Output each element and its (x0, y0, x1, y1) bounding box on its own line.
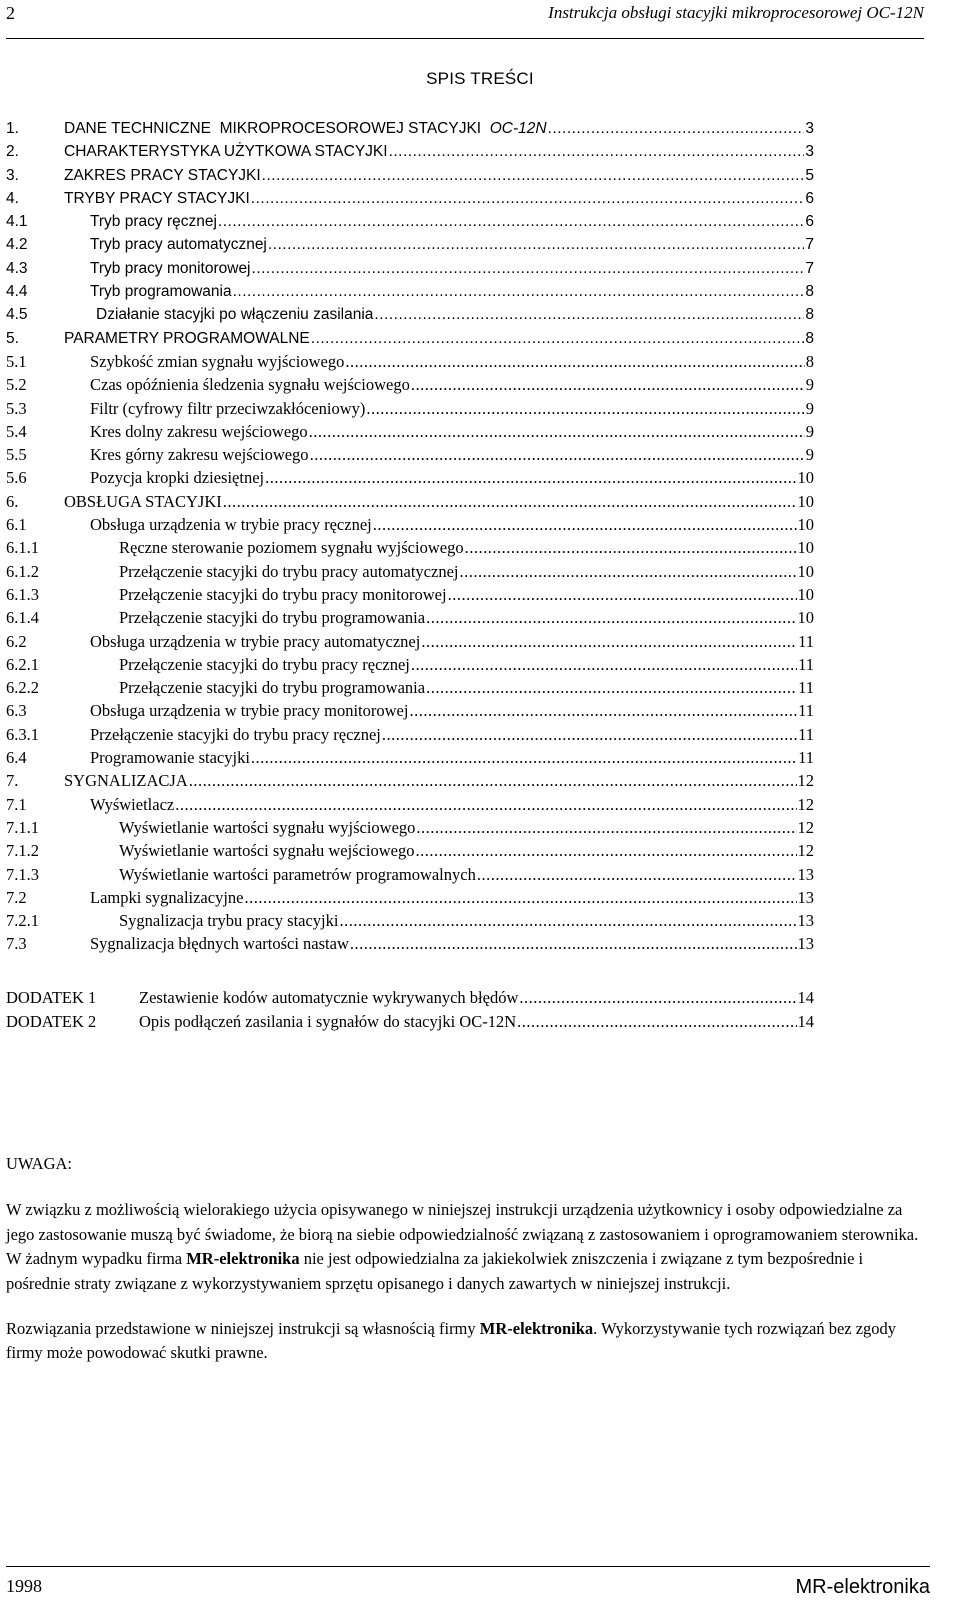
toc-entry-title: Przełączenie stacyjki do trybu pracy ręcznej (119, 654, 410, 674)
toc-entry[interactable] (6, 187, 814, 210)
toc-entry-page: 10 (797, 515, 814, 535)
toc-leader-dots (366, 397, 804, 420)
toc-leader-dots (350, 932, 797, 955)
toc-leader-dots (251, 746, 797, 769)
toc-entry-number: 6.1.4 (6, 608, 39, 628)
toc-entry-title: Wyświetlanie wartości sygnału wejściowego (119, 841, 415, 861)
notice-p2-text-b: . Wykorzystywanie tych rozwiązań bez zgody firmy może powodować skutki prawne. (6, 1319, 897, 1363)
toc-entry-page: 7 (805, 259, 814, 277)
toc-entry-title: Sygnalizacja błędnych wartości nastaw (90, 934, 349, 954)
notice-paragraph-2 (6, 1317, 926, 1366)
toc-entry-number: 5.3 (6, 398, 27, 418)
toc-entry-number: 6. (6, 491, 19, 511)
toc-entry[interactable] (6, 746, 814, 769)
running-title: Instrukcja obsługi stacyjki mikroprocesorowej OC-12N (548, 3, 924, 22)
toc-entry[interactable] (6, 466, 814, 489)
toc-entry-page: 7 (805, 236, 814, 254)
toc-entry-title: Tryb pracy automatycznej (90, 236, 267, 254)
appendix-page: 14 (797, 1012, 814, 1032)
toc-entry-page: 8 (805, 351, 814, 371)
toc-entry-page: 10 (797, 584, 814, 604)
toc-entry[interactable] (6, 769, 814, 792)
toc-entry-page: 6 (805, 189, 814, 207)
toc-leader-dots (245, 886, 797, 909)
toc-entry-title: Wyświetlacz (90, 794, 175, 814)
toc-entry-number: 6.2 (6, 631, 27, 651)
toc-leader-dots (421, 630, 797, 653)
toc-entry-page: 9 (805, 375, 814, 395)
toc-entry-title: Czas opóźnienia śledzenia sygnału wejściowego (90, 375, 410, 395)
toc-entry-page: 10 (797, 608, 814, 628)
toc-entry-page: 13 (797, 911, 814, 931)
toc-leader-dots (465, 536, 797, 559)
toc-entry-title-italic: OC-12N (489, 120, 547, 137)
toc-entry[interactable] (6, 117, 814, 140)
toc-entry-number: 3. (6, 166, 19, 184)
toc-entry-title: Obsługa urządzenia w trybie pracy monitorowej (90, 701, 409, 721)
toc-entry-page: 9 (805, 398, 814, 418)
toc-entry-number: 5. (6, 329, 19, 347)
toc-entry-number: 7. (6, 771, 19, 791)
toc-leader-dots (311, 327, 805, 350)
toc-entry-number: 4.4 (6, 283, 28, 301)
toc-entry-title: Przełączenie stacyjki do trybu pracy monitorowej (119, 584, 447, 604)
toc-entry-page: 8 (805, 283, 814, 301)
toc-entry[interactable] (6, 699, 814, 722)
toc-entry-page: 12 (797, 771, 814, 791)
toc-entry[interactable] (6, 397, 814, 420)
toc-entry-title: Ręczne sterowanie poziomem sygnału wyjściowego (119, 538, 464, 558)
toc-leader-dots (426, 606, 796, 629)
toc-entry-number: 5.5 (6, 445, 27, 465)
toc-leader-dots (265, 466, 796, 489)
toc-entry[interactable] (6, 676, 814, 699)
toc-leader-dots (262, 164, 805, 187)
toc-entry-title: Kres górny zakresu wejściowego (90, 445, 309, 465)
toc-entry-title: Filtr (cyfrowy filtr przeciwzakłóceniowy) (90, 398, 366, 418)
toc-entry-page: 8 (805, 306, 814, 324)
toc-entry-page: 11 (798, 724, 814, 744)
toc-entry[interactable] (6, 583, 814, 606)
toc-entry-page: 8 (805, 329, 814, 347)
toc-entry-title: Tryb programowania (90, 283, 232, 301)
toc-entry-title: Przełączenie stacyjki do trybu pracy ręcznej (90, 724, 381, 744)
toc-entry[interactable] (6, 303, 814, 326)
appendix-entry[interactable] (6, 1010, 814, 1034)
toc-entry-number: 5.1 (6, 351, 27, 371)
toc-entry-page: 12 (797, 794, 814, 814)
toc-leader-dots (517, 1010, 796, 1034)
toc-entry-number: 6.1.1 (6, 538, 39, 558)
toc-entry-number: 7.1.3 (6, 864, 39, 884)
toc-entry-number: 6.4 (6, 748, 27, 768)
toc-entry[interactable] (6, 210, 814, 233)
toc-entry[interactable] (6, 443, 814, 466)
toc-entry-title: Obsługa urządzenia w trybie pracy ręcznej (90, 515, 372, 535)
toc-entry-page: 13 (797, 934, 814, 954)
toc-entry[interactable] (6, 490, 814, 513)
toc-entry-title: Tryb pracy monitorowej (90, 259, 251, 277)
toc-entry-number: 7.1.1 (6, 817, 39, 837)
toc-entry-number: 2. (6, 143, 19, 161)
toc-entry[interactable] (6, 164, 814, 187)
toc-entry-number: 1. (6, 120, 19, 137)
toc-entry-title: Lampki sygnalizacyjne (90, 887, 244, 907)
toc-entry-title: SYGNALIZACJA (64, 771, 188, 791)
toc-entry-page: 3 (805, 120, 814, 137)
toc-entry-title: Programowanie stacyjki (90, 748, 250, 768)
page-number: 2 (6, 3, 15, 23)
toc-entry-number: 6.3.1 (6, 724, 39, 744)
appendix-list (6, 986, 814, 1035)
toc-entry[interactable] (6, 513, 814, 536)
appendix-number: DODATEK 2 (6, 1012, 97, 1032)
toc-entry[interactable] (6, 420, 814, 443)
toc-leader-dots (519, 986, 796, 1010)
footer-rule (6, 1566, 930, 1567)
notice-section (6, 1152, 926, 1387)
toc-leader-dots (411, 653, 797, 676)
toc-entry[interactable] (6, 630, 814, 653)
toc-entry[interactable] (6, 350, 814, 373)
toc-leader-dots (459, 560, 796, 583)
footer-year: 1998 (6, 1576, 42, 1596)
toc-entry-title: Przełączenie stacyjki do trybu pracy automatycznej (119, 561, 459, 581)
toc-leader-dots (426, 676, 797, 699)
appendix-number: DODATEK 1 (6, 988, 97, 1007)
toc-entry-page: 6 (805, 213, 814, 231)
toc-entry[interactable] (6, 816, 814, 839)
toc-entry-title: Tryb pracy ręcznej (90, 213, 217, 231)
toc-entry[interactable] (6, 233, 814, 256)
toc-entry-number: 5.4 (6, 421, 27, 441)
toc-entry-number: 4.3 (6, 259, 28, 277)
toc-entry-page: 11 (798, 701, 814, 721)
toc-leader-dots (416, 816, 796, 839)
toc-entry-title: Obsługa urządzenia w trybie pracy automatycznej (90, 631, 421, 651)
toc-entry[interactable] (6, 140, 814, 163)
toc-entry-page: 11 (798, 631, 814, 651)
toc-entry-title: Przełączenie stacyjki do trybu programowania (119, 678, 426, 698)
toc-entry-page: 5 (805, 166, 814, 184)
footer-company: MR-elektronika (795, 1576, 930, 1598)
toc-leader-dots (339, 909, 796, 932)
toc-entry-number: 7.1 (6, 794, 27, 814)
toc-entry-page: 11 (798, 678, 814, 698)
toc-entry[interactable] (6, 932, 814, 955)
page-footer (6, 1566, 930, 1613)
toc-leader-dots (309, 420, 805, 443)
toc-entry-page: 9 (805, 445, 814, 465)
toc-entry[interactable] (6, 653, 814, 676)
toc-entry-page: 10 (797, 468, 814, 488)
appendix-entry[interactable] (6, 986, 814, 1010)
toc-leader-dots (415, 839, 796, 862)
toc-entry-number: 6.3 (6, 701, 27, 721)
toc-leader-dots (373, 513, 797, 536)
toc-entry[interactable] (6, 327, 814, 350)
toc-entry[interactable] (6, 909, 814, 932)
toc-entry-number: 7.2 (6, 887, 27, 907)
toc-entry-title: Kres dolny zakresu wejściowego (90, 421, 308, 441)
toc-entry-number: 4.1 (6, 213, 28, 231)
toc-entry-page: 13 (797, 887, 814, 907)
toc-entry-number: 6.1 (6, 515, 27, 535)
toc-entry-number: 6.1.2 (6, 561, 39, 581)
toc-entry-title: Działanie stacyjki po włączeniu zasilania (96, 306, 374, 324)
toc-entry-page: 12 (797, 841, 814, 861)
toc-entry-number: 7.1.2 (6, 841, 39, 861)
toc-entry[interactable] (6, 723, 814, 746)
toc-entry-number: 6.1.3 (6, 584, 39, 604)
notice-p1-brand: MR-elektronika (186, 1249, 300, 1269)
toc-leader-dots (233, 280, 805, 303)
toc-entry-page: 12 (797, 817, 814, 837)
toc-entry-page: 10 (797, 491, 814, 511)
toc-leader-dots (409, 699, 797, 722)
notice-paragraph-1 (6, 1198, 926, 1296)
page-header (6, 0, 924, 40)
toc-entry-title: DANE TECHNICZNE MIKROPROCESOROWEJ STACYJKI (64, 120, 490, 137)
toc-entry[interactable] (6, 793, 814, 816)
toc-leader-dots (389, 140, 805, 163)
notice-title: UWAGA: (6, 1154, 72, 1173)
toc-entry-title: Szybkość zmian sygnału wyjściowego (90, 351, 345, 371)
toc-entry-title: TRYBY PRACY STACYJKI (64, 189, 250, 207)
toc-leader-dots (310, 443, 805, 466)
toc-entry-page: 13 (797, 864, 814, 884)
toc-leader-dots (374, 303, 804, 326)
toc-leader-dots (548, 117, 805, 140)
toc-entry[interactable] (6, 373, 814, 396)
notice-p2-text-a: Rozwiązania przedstawione w niniejszej instrukcji są własnością firmy (6, 1319, 480, 1339)
notice-p1-text-b: nie jest odpowiedzialna za jakiekolwiek zniszczenia i związane z tym bezpośrednie i pośrednie straty związane z wykorzystywaniem sprzętu opisanego i danych zawartych w niniejszej instrukcji. (6, 1249, 864, 1293)
toc-entry-number: 6.2.1 (6, 654, 39, 674)
toc-entry[interactable] (6, 886, 814, 909)
toc-leader-dots (477, 863, 797, 886)
toc-leader-dots (223, 490, 797, 513)
toc-entry-number: 6.2.2 (6, 678, 39, 698)
toc-entry-title: OBSŁUGA STACYJKI (64, 491, 222, 511)
toc-entry-title: CHARAKTERYSTYKA UŻYTKOWA STACYJKI (64, 143, 388, 161)
toc-entry-title: PARAMETRY PROGRAMOWALNE (64, 329, 310, 347)
toc-leader-dots (218, 210, 804, 233)
toc-entry-title: Wyświetlanie wartości sygnału wyjściowego (119, 817, 416, 837)
toc-entry-page: 10 (797, 561, 814, 581)
toc-leader-dots (252, 257, 805, 280)
toc-entry[interactable] (6, 257, 814, 280)
toc-leader-dots (345, 350, 804, 373)
appendix-title: Zestawienie kodów automatycznie wykrywanych błędów (139, 988, 519, 1007)
toc-entry-number: 5.2 (6, 375, 27, 395)
toc-entry[interactable] (6, 839, 814, 862)
toc-entry-number: 4. (6, 189, 19, 207)
toc-leader-dots (175, 793, 796, 816)
toc-entry[interactable] (6, 863, 814, 886)
toc-entry-title: Przełączenie stacyjki do trybu programowania (119, 608, 426, 628)
toc-entry-number: 7.3 (6, 934, 27, 954)
toc-leader-dots (382, 723, 797, 746)
toc-entry-number: 7.2.1 (6, 911, 39, 931)
notice-p2-brand: MR-elektronika (479, 1319, 594, 1339)
appendix-title: Opis podłączeń zasilania i sygnałów do stacyjki OC-12N (139, 1012, 517, 1032)
toc-entry[interactable] (6, 560, 814, 583)
toc-entry[interactable] (6, 606, 814, 629)
toc-entry-page: 3 (805, 143, 814, 161)
toc-entry-page: 11 (798, 654, 814, 674)
notice-p1-text-a: W związku z możliwością wielorakiego użycia opisywanego w niniejszej instrukcji urządzenia użytkownicy i osoby odpowiedzialne za jego zastosowanie muszą być świadome, że biorą na siebie odpowiedzialność związaną z zastosowaniem i oprogramowaniem sterownika. W żadnym wypadku firma (6, 1200, 919, 1269)
appendix-page: 14 (797, 988, 814, 1007)
toc-entry[interactable] (6, 280, 814, 303)
toc-entry-page: 11 (798, 748, 814, 768)
toc-leader-dots (268, 233, 804, 256)
toc-leader-dots (448, 583, 797, 606)
toc-entry-title: Sygnalizacja trybu pracy stacyjki (119, 911, 339, 931)
toc-title: SPIS TREŚCI (426, 69, 534, 88)
toc-entry-title: Pozycja kropki dziesiętnej (90, 468, 265, 488)
toc-leader-dots (189, 769, 797, 792)
toc-entry-page: 9 (805, 421, 814, 441)
toc-entry-number: 4.2 (6, 236, 28, 254)
toc-leader-dots (251, 187, 805, 210)
header-rule (6, 38, 924, 39)
table-of-contents (6, 117, 814, 956)
toc-entry-title: ZAKRES PRACY STACYJKI (64, 166, 261, 184)
toc-entry-page: 10 (797, 538, 814, 558)
toc-entry-number: 4.5 (6, 306, 28, 324)
toc-entry-number: 5.6 (6, 468, 27, 488)
toc-leader-dots (411, 373, 805, 396)
toc-entry-title: Wyświetlanie wartości parametrów programowalnych (119, 864, 476, 884)
toc-entry[interactable] (6, 536, 814, 559)
